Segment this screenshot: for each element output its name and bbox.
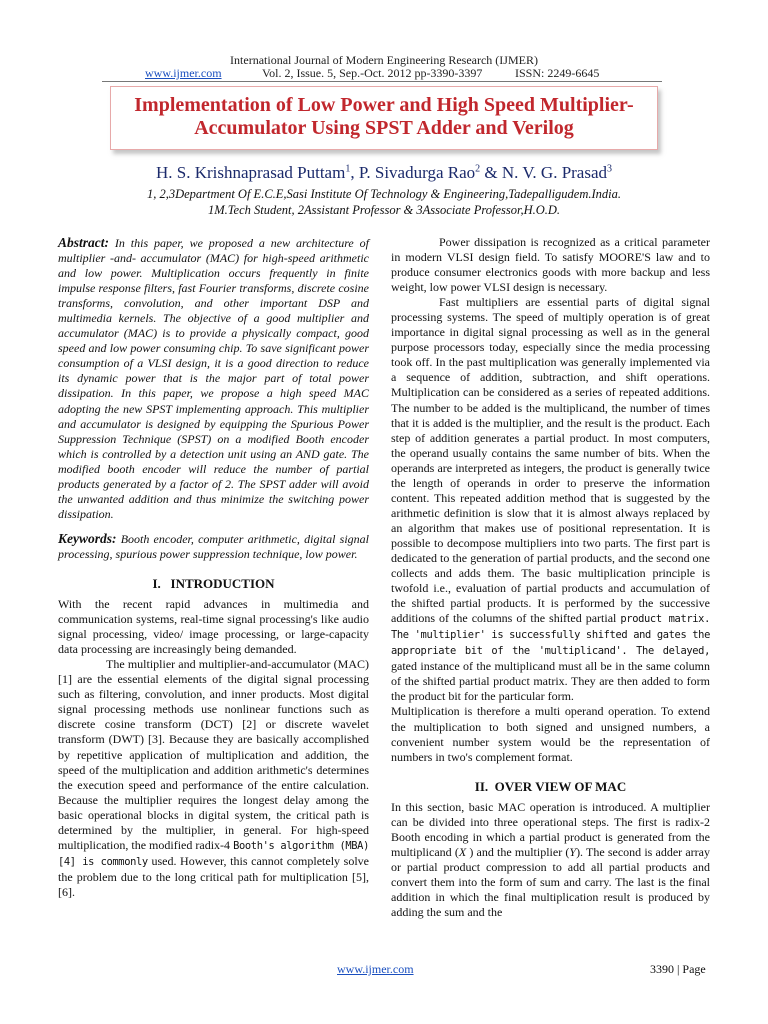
journal-name: International Journal of Modern Engineering Research (IJMER) [230,53,538,67]
intro-paragraph-2 [58,657,369,900]
author-2-affiliation-mark: 2 [475,163,481,175]
abstract-text: In this paper, we proposed a new architecture of multiplier -and- accumulator (MAC) for high-speed arithmetic and low power. Multiplication occurs frequently in finite impulse response filters, fast Fourier transforms, discrete cosine transforms, convolution, and other important DSP and multimedia kernels. The objective of a good multiplier and accumulator (MAC) is to provide a physically compact, good speed and low power consuming chip. To save significant power consumption of a VLSI design, it is a good direction to reduce its dynamic power that is the major part of total power dissipation. In this paper, we propose a high speed MAC adopting the new SPST implementing approach. This multiplier and accumulator is designed by equipping the Spurious Power Suppression Technique (SPST) on a modified Booth encoder which is controlled by a detection unit using an AND gate. The modified booth encoder will reduce the number of partial products generated by a factor of 2. The SPST adder will avoid the unwanted addition and thus minimize the switching power dissipation. [58,236,369,521]
multi-operand-paragraph: Multiplication is therefore a multi operand operation. To extend the multiplication to both signed and unsigned numbers, a convenient number system would be the representation of numbers in two's complement format. [391,704,710,764]
title-line-1: Implementation of Low Power and High Speed Multiplier- [134,94,634,116]
author-1-affiliation-mark: 1 [345,163,351,175]
issn-info: ISSN: 2249-6645 [515,66,600,80]
affiliation-department: 1, 2,3Department Of E.C.E,Sasi Institute Of Technology & Engineering,Tadepalligudem.India. [146,187,622,201]
header-rule [102,81,662,82]
affiliation-roles: 1M.Tech Student, 2Assistant Professor & 3Associate Professor,H.O.D. [207,203,561,217]
footer-website-link[interactable]: www.ijmer.com [337,962,414,976]
fast-multipliers-paragraph [391,295,710,704]
left-column [58,235,369,900]
journal-website-link[interactable]: www.ijmer.com [145,66,222,80]
author-1: H. S. Krishnaprasad Puttam [155,163,346,182]
mac-overview-text-2: ) and the multiplier ( [466,844,570,859]
intro-paragraph-1: With the recent rapid advances in multimedia and communication systems, real-time signal processing's like audio signal processing, video/ image processing, or large-capacity data processing are increasingly being demanded. [58,597,369,657]
paper-title [0,94,768,140]
mac-overview-paragraph [391,800,710,920]
right-column [391,235,710,920]
intro-paragraph-2-text: The multiplier and multiplier-and-accumulator (MAC) [1] are the essential elements of the digital signal processing such as filtering, convolution, and inner products. Most digital signal processing methods use nonlinear functions such as discrete cosine transform (DCT) [2] or discrete wavelet transform (DWT) [3]. Because they are basically accomplished by repetitive application of multiplication and addition, the speed of the multiplication and addition arithmetic's determines the execution speed and performance of the entire calculation. Because the multiplier requires the longest delay among the basic operational blocks in digital system, the critical path is determined by the multiplier, in general. For high-speed multiplication, the modified radix-4 [58,657,369,852]
mac-overview-text-3: ). The second is adder array or partial product compression to add all partial products and convert them into the form of sum and carry. The last is the final addition in which the final multiplication result is produced by adding the sum and the [391,844,710,920]
section-heading-overview-mac: II. OVER VIEW OF MAC [474,778,627,794]
author-list [0,163,768,183]
intro-paragraph-2-text-end: used. However, this cannot completely solve the problem due to the long critical path for multiplication [5], [6]. [58,853,369,899]
power-paragraph: Power dissipation is recognized as a critical parameter in modern VLSI design field. To satisfy MOORE'S law and to produce consumer electronics goods with more backup and less weight, low power VLSI design is necessary. [391,235,710,295]
multiplicand-symbol: X [458,844,467,859]
keywords [58,531,369,562]
author-3: & N. V. G. Prasad [480,163,608,182]
fast-multipliers-text: Fast multipliers are essential parts of digital signal processing systems. The speed of multiply operation is of great importance in digital signal processing as well as in the general purpose processors today, especially since the media processing took off. In the past multiplication was generally implemented via a sequence of addition, subtraction, and shift operations. Multiplication can be considered as a series of repeated additions. The number to be added is the multiplicand, the number of times that it is added is the multiplier, and the result is the product. Each step of addition generates a partial product. In most computers, the operand usually contains the same number of bits. When the operands are interpreted as integers, the product is generally twice the length of operands in order to preserve the information content. This repeated addition method that is suggested by the arithmetic definition is slow that it is almost always replaced by an algorithm that makes use of positional representation. It is possible to decompose multipliers into two parts. The first part is dedicated to the generation of partial products, and the second one collects and adds them. The basic multiplication principle is twofold i.e., evaluation of partial products and accumulation of the shifted partial products. It is performed by the successive additions of the columns of the shifted partial [391,295,710,626]
multiplier-symbol: Y [569,844,577,859]
fast-multipliers-mono-text: product matrix. The 'multiplier' is successfully shifted and gates the appropriate bit of the 'multiplicand'. The delayed, [391,613,710,658]
intro-paragraph-2-mono-text: Booth's algorithm (MBA) [4] is commonly [58,839,369,868]
author-3-affiliation-mark: 3 [607,163,613,175]
abstract-label: Abstract: [58,235,110,250]
author-2: , P. Sivadurga Rao [350,163,476,182]
section-heading-introduction: I. INTRODUCTION [152,575,275,591]
keywords-label: Keywords: [58,530,117,546]
volume-info: Vol. 2, Issue. 5, Sep.-Oct. 2012 pp-3390-3397 [262,66,483,80]
title-line-2: Accumulator Using SPST Adder and Verilog [194,117,574,139]
mac-overview-text: In this section, basic MAC operation is introduced. A multiplier can be divided into three operational steps. The first is radix-2 Booth encoding in which a partial product is generated from the multiplicand ( [391,799,710,859]
keywords-text: Booth encoder, computer arithmetic, digital signal processing, spurious power suppression technique, low power. [58,531,369,561]
page-number: 3390 | Page [650,962,706,976]
fast-multipliers-text-end: gated instance of the multiplicand must all be in the same column of the shifted partial product matrix. They are then added to form the product bit for the particular form. [391,659,710,704]
abstract [58,235,369,522]
